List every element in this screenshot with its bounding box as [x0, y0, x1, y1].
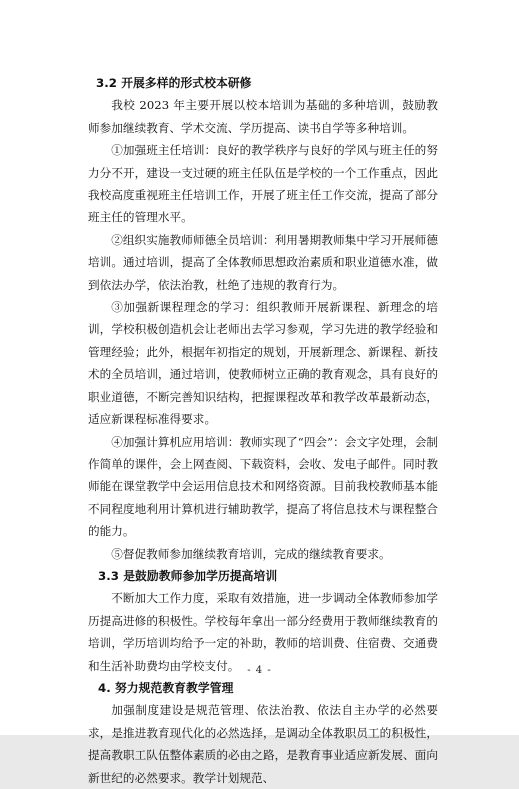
section-3-3-body: 不断加大工作力度，采取有效措施，进一步调动全体教师参加学历提高进修的积极性。学校每年拿出一部分经费用于教师继续教育的培训，学历培训均给予一定的补助，教师的培训费、住宿费、交通费和生活补助费均由学校支付。	[88, 591, 438, 673]
section-4-heading: 4. 努力规范教育教学管理	[98, 680, 234, 695]
section-3-3-heading: 3.3 是鼓励教师参加学历提高培训	[98, 568, 278, 583]
section-3-2-heading: 3.2 开展多样的形式校本研修	[96, 76, 252, 90]
section-3-2-item-4: ④加强计算机应用培训：教师实现了“四会”：会文字处理，会制作简单的课件，会上网查阅、下载资料，会收、发电子邮件。同时教师能在课堂教学中会运用信息技术和网络资源。目前我校教师基本能不同程度地利用计算机进行辅助教学，提高了将信息技术与课程整合的能力。	[88, 434, 438, 539]
section-3-2-item-2: ②组织实施教师师德全员培训：利用暑期教师集中学习开展师德培训。通过培训，提高了全体教师思想政治素质和职业道德水准，做到依法办学，依法治教，杜绝了违规的教育行为。	[88, 232, 438, 292]
section-4-body: 加强制度建设是规范管理、依法治教、依法自主办学的必然要求，是推进教育现代化的必然选择，是调动全体教职员工的积极性，提高教职工队伍整体素质的必由之路，是教育事业适应新发展、面向新世纪的必然要求。教学计划规范、	[88, 703, 438, 785]
section-3-2-item-1: ①加强班主任培训：良好的教学秩序与良好的学风与班主任的努力分不开，建设一支过硬的班主任队伍是学校的一个工作重点，因此我校高度重视班主任培训工作，开展了班主任工作交流，提高了部分班主任的管理水平。	[88, 143, 438, 225]
section-3-2-intro: 我校 2023 年主要开展以校本培训为基础的多种培训，鼓励教师参加继续教育、学术交流、学历提高、读书自学等多种培训。	[88, 98, 438, 135]
page-content	[88, 72, 438, 789]
section-3-2-item-5: ⑤督促教师参加继续教育培训，完成的继续教育要求。	[111, 546, 391, 561]
section-3-2-item-3: ③加强新课程理念的学习：组织教师开展新课程、新理念的培训，学校积极创造机会让老师出去学习参观，学习先进的教学经验和管理经验；此外，根据年初指定的规划，开展新理念、新课程、新技术的全员培训，通过培训，使教师树立正确的教育观念，具有良好的职业道德，不断完善知识结构，把握课程改革和教学改革最新动态，适应新课程标准得要求。	[88, 300, 438, 427]
page-number: - 4 -	[247, 665, 272, 676]
